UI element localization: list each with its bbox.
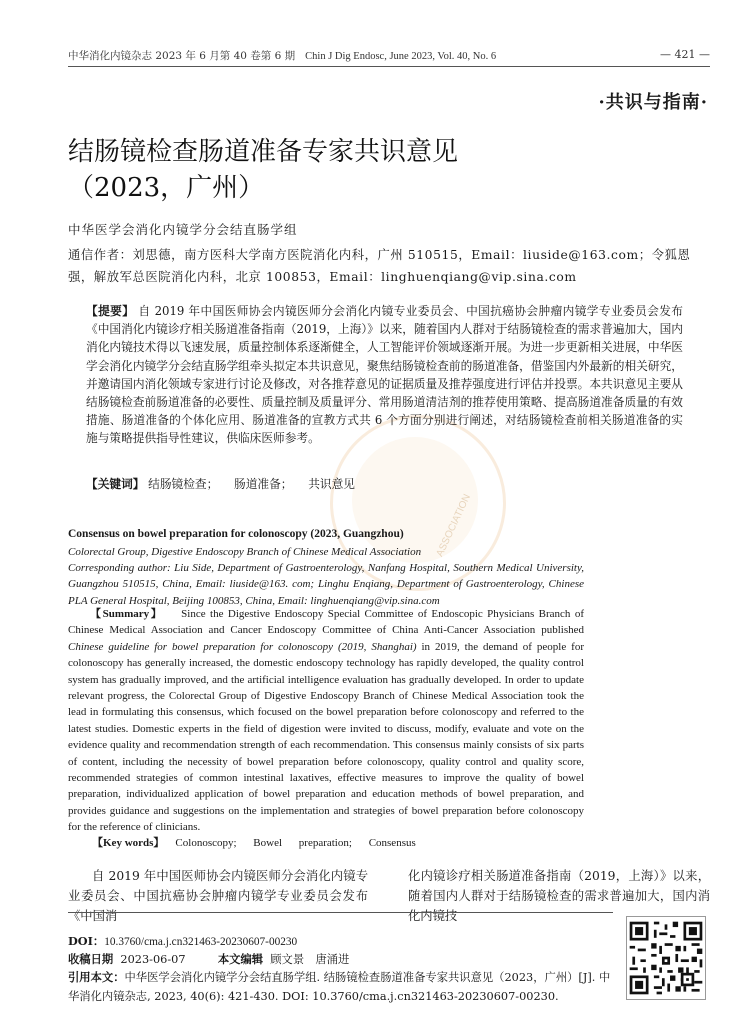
title-line-1: 结肠镜检查肠道准备专家共识意见 — [68, 137, 459, 167]
journal-name-en: Chin J Dig Endosc, June 2023, Vol. 40, No. 6 — [305, 51, 497, 62]
english-corresponding: Corresponding author: Liu Side, Department of Gastroenterology, Nanfang Hospital, Southern Medical University, Guangzhou 510515, China, Email: liuside@163. com; Linghu Enqiang, Department of Gastroenterology, Chinese PLA General Hospital, Beijing 100853, China, Email: linghuenqiang@vip.sina.com — [68, 562, 584, 607]
editor-names: 顾文景 唐涌进 — [270, 953, 350, 966]
doi-value: 10.3760/cma.j.cn321463-20230607-00230 — [104, 936, 298, 948]
en-keyword-item: Colonoscopy; — [175, 837, 237, 849]
keywords-cn — [86, 476, 355, 492]
editor-label: 本文编辑 — [217, 952, 264, 966]
watermark-text: ASSOCIATION — [434, 492, 474, 559]
en-keyword-item: preparation; — [298, 837, 352, 849]
keyword-item: 共识意见 — [308, 477, 355, 491]
footer-divider — [68, 912, 613, 913]
received-label: 收稿日期 — [68, 952, 114, 966]
article-title — [68, 134, 688, 206]
author-group: 中华医学会消化内镜学分会结直肠学组 — [68, 222, 298, 237]
column-tag: ·共识与指南· — [598, 92, 708, 113]
abstract-text: 自 2019 年中国医师协会内镜医师分会消化内镜专业委员会、中国抗癌协会肿瘤内镜学专业委员会发布《中国消化内镜诊疗相关肠道准备指南（2019，上海）》以来，随着国内人群对于结肠镜检查的需求普遍加大，国内消化内镜技术得以飞速发展，质量控制体系逐渐健全，人工智能评价领域逐渐开展。为进一步更新相关进展，中华医学会消化内镜学分会结直肠学组牵头拟定本共识意见，聚焦结肠镜检查前的肠道准备，借鉴国内外最新的相关研究，并邀请国内消化领域专家进行讨论及修改，对各推荐意见的证据质量及推荐强度进行评估并投票。本共识意见主要从结肠镜检查前肠道准备的必要性、质量控制及质量评分、常用肠道清洁剂的推荐使用策略、提高肠道准备质量的有效措施、肠道准备的个体化应用、肠道准备的宣教方式共 6 个方面分别进行阐述，对结肠镜检查前相关肠道准备的实施与策略提供指导性建议，供临床医师参考。 — [86, 304, 683, 446]
summary-text-2: in 2019, the demand of people for colonoscopy has generally increased, the domestic endoscopy technology has rapidly developed, the quality control system has gradually improved, and the artificial intelligence evaluation has gradually developed. In order to update relevant progress, the Colorectal Group of Digestive Endoscopy Branch of Chinese Medical Association took the lead in formulating this consensus, which focused on the bowel preparation before colonoscopy and referred to the latest studies. Domestic experts in the field of digestion were invited to discuss, modify, evaluate and vote on the evidence quality and recommendation strength of each recommendation. This consensus mainly consists of six parts of content, including the necessity of bowel preparation before colonoscopy, quality control and quality score, recommended strategies of common intestinal laxatives, effective measures to improve the quality of bowel preparation, individualized application of bowel preparation and education methods of bowel preparation, and provides guidance and suggestions on the implementation and strategies of bowel preparation before colonoscopy for the reference of clinicians. — [68, 640, 584, 834]
journal-name-cn: 中华消化内镜杂志 2023 年 6 月第 40 卷第 6 期 — [68, 50, 296, 62]
summary-guideline-title: Chinese guideline for bowel preparation for colonoscopy (2019, Shanghai) — [68, 640, 417, 653]
page-number: — 421 — — [660, 48, 710, 61]
english-affiliation: Colorectal Group, Digestive Endoscopy Branch of Chinese Medical Association — [68, 546, 422, 558]
dates-line — [68, 950, 613, 969]
summary-label: 【Summary】 — [90, 608, 164, 620]
abstract-label: 【提要】 — [86, 304, 135, 318]
qr-code-image — [626, 916, 706, 1000]
en-keywords-label: 【Key words】 — [92, 837, 165, 849]
abstract-cn — [86, 302, 683, 448]
english-summary — [68, 606, 584, 836]
summary-text-1: Since the Digestive Endoscopy Special Committee of Endoscopic Physicians Branch of Chinese Medical Association and Cancer Endoscopy Committee of China Anti-Cancer Association published — [68, 608, 585, 637]
header-divider — [68, 66, 710, 67]
keyword-item: 结肠镜检查； — [148, 477, 219, 491]
title-line-2: （2023，广州） — [68, 173, 265, 203]
cite-label: 引用本文： — [68, 970, 125, 984]
keyword-item: 肠道准备； — [234, 477, 293, 491]
received-date: 2023-06-07 — [120, 953, 186, 966]
en-keyword-item: Consensus — [368, 837, 416, 849]
english-title: Consensus on bowel preparation for colonoscopy (2023, Guangzhou) — [68, 528, 404, 540]
en-keyword-item: Bowel — [253, 837, 283, 849]
doi-line — [68, 932, 613, 952]
keywords-label: 【关键词】 — [86, 477, 145, 491]
english-keywords — [92, 834, 416, 850]
citation — [68, 968, 613, 1006]
doi-label: DOI： — [68, 934, 105, 948]
running-header — [68, 48, 496, 63]
body-column-left: 自 2019 年中国医师协会内镜医师分会消化内镜专业委员会、中国抗癌协会肿瘤内镜学专业委员会发布《中国消 — [68, 869, 368, 923]
cite-text: 中华医学会消化内镜学分会结直肠学组. 结肠镜检查肠道准备专家共识意见（2023，广州）[J]. 中华消化内镜杂志, 2023, 40(6): 421-430. DOI: 10.3760/cma.j.cn321463-20230607-00230. — [68, 971, 611, 1003]
corresponding-author: 通信作者：刘思德，南方医科大学南方医院消化内科，广州 510515，Email：liuside@163.com；令狐恩强，解放军总医院消化内科，北京 100853，Email：linghuenqiang@vip.sina.com — [68, 248, 691, 284]
body-column-right: 化内镜诊疗相关肠道准备指南（2019，上海）》以来，随着国内人群对于结肠镜检查的需求普遍加大，国内消化内镜技 — [408, 869, 710, 923]
